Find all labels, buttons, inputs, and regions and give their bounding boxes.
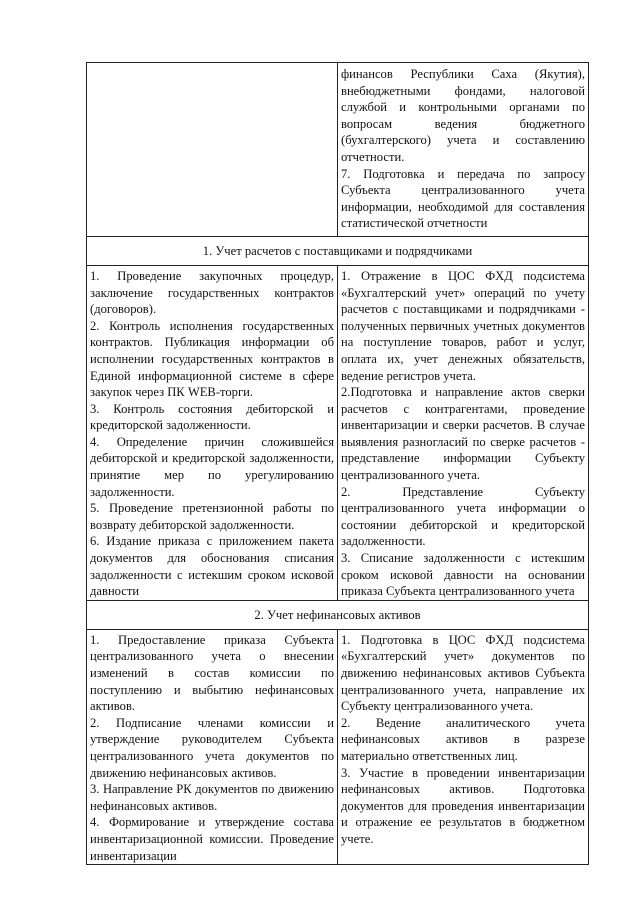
- top-right-cell: [338, 63, 589, 237]
- paragraph: 2. Представление Субъекту централизованного учета информации о состоянии дебиторской и кредиторской задолженности.: [341, 484, 585, 549]
- document-page: [86, 62, 585, 865]
- paragraph: 4. Определение причин сложившейся дебиторской и кредиторской задолженности, принятие мер по урегулированию задолженности.: [90, 434, 334, 499]
- paragraph: 2. Контроль исполнения государственных контрактов. Публикация информации об исполнении государственных контрактов в Единой информационной системе в сфере закупок через ПК WEB-торги.: [90, 318, 334, 400]
- paragraph: 2.Подготовка и направление актов сверки расчетов с контрагентами, проведение инвентаризации и сверки расчетов. В случае выявления разногласий по сверке расчетов - представление информации Субъекту централизованного учета.: [341, 385, 585, 483]
- paragraph: 4. Формирование и утверждение состава инвентаризационной комиссии. Проведение инвентаризации: [90, 815, 334, 863]
- paragraph: 1. Отражение в ЦОС ФХД подсистема «Бухгалтерский учет» операций по учету расчетов с поставщиками и подрядчиками - полученных первичных учетных документов на поступление товаров, работ и услуг, оплата их, учет денежных обязательств, ведение регистров учета.: [341, 268, 585, 383]
- section-title: 2. Учет нефинансовых активов: [87, 600, 589, 629]
- section-2-left-cell: [87, 629, 338, 864]
- paragraph: 1. Подготовка в ЦОС ФХД подсистема «Бухгалтерский учет» документов по движению нефинансовых активов Субъекта централизованного учета, направление их Субъекту централизованного учета.: [341, 632, 585, 714]
- paragraph: 7. Подготовка и передача по запросу Субъекта централизованного учета информации, необходимой для составления статистической отчетности: [341, 166, 585, 231]
- paragraph: 2. Ведение аналитического учета нефинансовых активов в разрезе материально ответственных лиц.: [341, 715, 585, 763]
- section-header-row: [87, 236, 589, 265]
- paragraph: 2. Подписание членами комиссии и утверждение руководителем Субъекта централизованного учета документов по движению нефинансовых активов.: [90, 715, 334, 780]
- paragraph: финансов Республики Саха (Якутия), внебюджетными фондами, налоговой службой и контрольными органами по вопросам ведения бюджетного (бухгалтерского) учета и составлению отчетности.: [341, 67, 585, 164]
- table-row: [87, 629, 589, 864]
- paragraph: 3. Направление РК документов по движению нефинансовых активов.: [90, 782, 334, 813]
- paragraph: 6. Издание приказа с приложением пакета документов для обоснования списания задолженности с истекшим сроком исковой давности: [90, 534, 334, 599]
- table-row: [87, 265, 589, 600]
- paragraph: 3. Списание задолженности с истекшим сроком исковой давности на основании приказа Субъекта централизованного учета: [341, 551, 585, 599]
- section-title: 1. Учет расчетов с поставщиками и подрядчиками: [87, 236, 589, 265]
- paragraph: 1. Проведение закупочных процедур, заключение государственных контрактов (договоров).: [90, 268, 334, 317]
- top-left-cell: [87, 63, 338, 237]
- table-row: [87, 63, 589, 237]
- paragraph: 3. Участие в проведении инвентаризации нефинансовых активов. Подготовка документов для проведения инвентаризации и отражение ее результатов в бюджетном учете.: [341, 765, 585, 846]
- section-2-right-cell: [338, 629, 589, 864]
- section-header-row: [87, 600, 589, 629]
- paragraph: 1. Предоставление приказа Субъекта централизованного учета о внесении изменений в состав комиссии по поступлению и выбытию нефинансовых активов.: [90, 632, 334, 714]
- responsibility-table: [86, 62, 589, 865]
- paragraph: 5. Проведение претензионной работы по возврату дебиторской задолженности.: [90, 501, 334, 532]
- section-1-right-cell: [338, 265, 589, 600]
- paragraph: 3. Контроль состояния дебиторской и кредиторской задолженности.: [90, 401, 334, 433]
- section-1-left-cell: [87, 265, 338, 600]
